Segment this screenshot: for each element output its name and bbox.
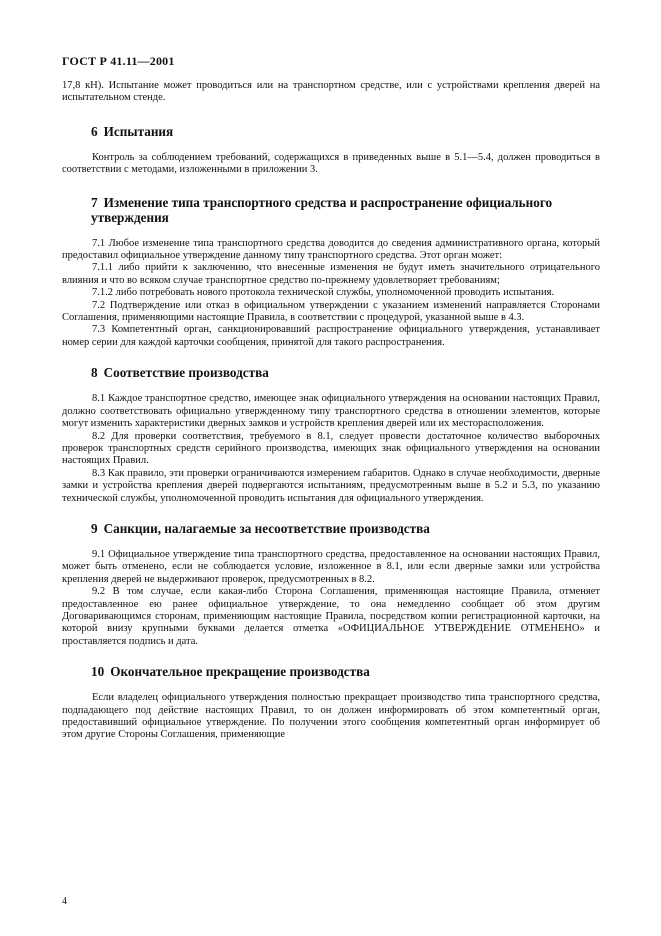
section-title: Испытания [103,123,174,139]
paragraph: Если владелец официального утверждения полностью прекращает производство типа транспортного средства, подпадающего под действие настоящих Правил, то он должен информировать об этом компетентный орган, предоставивший официальное утверждение. По получении этого сообщения компетентный орган информирует об этом другие Стороны Соглашения, применяющие [62,692,600,741]
section-number: 10 [91,664,105,680]
paragraph: 8.3 Как правило, эти проверки ограничиваются измерением габаритов. Однако в случае необходимости, дверные замки и устройства крепления дверей подвергаются испытаниям, предусмотренным выше в 5.2 и 5.3, по указанию технической службы, уполномоченной проводить испытания для официального утверждения. [62,467,600,504]
section-title: Санкции, налагаемые за несоответствие производства [103,520,430,536]
section-8-heading [62,365,600,380]
section-number: 8 [91,365,98,381]
paragraph: 9.1 Официальное утверждение типа транспортного средства, предоставленное на основании настоящих Правил, может быть отменено, если не соблюдается условие, изложенное в 8.1, или если дверные замки или устройства крепления дверей не выдерживают проверок, предусмотренных в 8.2. [62,548,600,585]
section-title: Окончательное прекращение производства [110,664,370,680]
paragraph: 8.1 Каждое транспортное средство, имеющее знак официального утверждения на основании настоящих Правил, должно соответствовать официально утвержденному типу транспортного средства в отношении элементов, которые могут изменить характеристики дверных замков и устройств крепления дверей или их месторасположения. [62,393,600,430]
standard-header: ГОСТ Р 41.11—2001 [62,54,175,68]
section-9-heading [62,521,600,536]
paragraph: 7.3 Компетентный орган, санкционировавший распространение официального утверждения, устанавливает номер серии для каждой карточки сообщения, принятой для такого распространения. [62,324,600,348]
section-number: 9 [91,520,98,536]
paragraph: 7.1 Любое изменение типа транспортного средства доводится до сведения административного органа, который предоставил официальное утверждение данному типу транспортного средства. Этот орган может: [62,237,600,262]
paragraph: Контроль за соблюдением требований, содержащихся в приведенных выше в 5.1—5.4, должен проводиться в соответствии с методами, изложенными в приложении 3. [62,151,600,176]
section-title: Соответствие производства [103,365,269,381]
section-number: 7 [91,194,98,210]
section-number: 6 [91,123,98,139]
section-7-heading [62,195,600,225]
paragraph: 8.2 Для проверки соответствия, требуемого в 8.1, следует провести достаточное количество выборочных проверок транспортных средств серийного производства, имеющих знак официального утверждения на основании настоящих Правил. [62,430,600,467]
paragraph: 7.1.2 либо потребовать нового протокола технической службы, уполномоченной проводить испытания. [92,287,555,299]
paragraph: 7.2 Подтверждение или отказ в официальном утверждении с указанием изменений направляется Сторонами Соглашения, применяющими настоящие Правила, в соответствии с процедурой, указанной выше в 4.3. [62,299,600,324]
page-content [62,80,600,742]
page-number: 4 [62,896,67,907]
paragraph: 9.2 В том случае, если какая-либо Сторона Соглашения, применяющая настоящие Правила, отменяет предоставленное ею ранее официальное утверждение, то она немедленно сообщает об этом другим Договаривающимся сторонам, применяющим настоящие Правила, посредством копии регистрационной карточки, на которой внизу крупными буквами делается отметка «ОФИЦИАЛЬНОЕ УТВЕРЖДЕНИЕ ОТМЕНЕНО» и проставляется подпись и дата. [62,586,600,647]
intro-paragraph: 17,8 кН). Испытание может проводиться или на транспортном средстве, или с устройствами крепления дверей на испытательном стенде. [62,80,600,104]
section-10-heading [62,664,600,679]
paragraph: 7.1.1 либо прийти к заключению, что внесенные изменения не будут иметь значительного отрицательного влияния и что во всяком случае транспортное средство по-прежнему удовлетворяет требованиям; [62,262,600,286]
section-6-heading [62,124,600,139]
section-title: Изменение типа транспортного средства и распространение официального утверждения [91,194,553,225]
